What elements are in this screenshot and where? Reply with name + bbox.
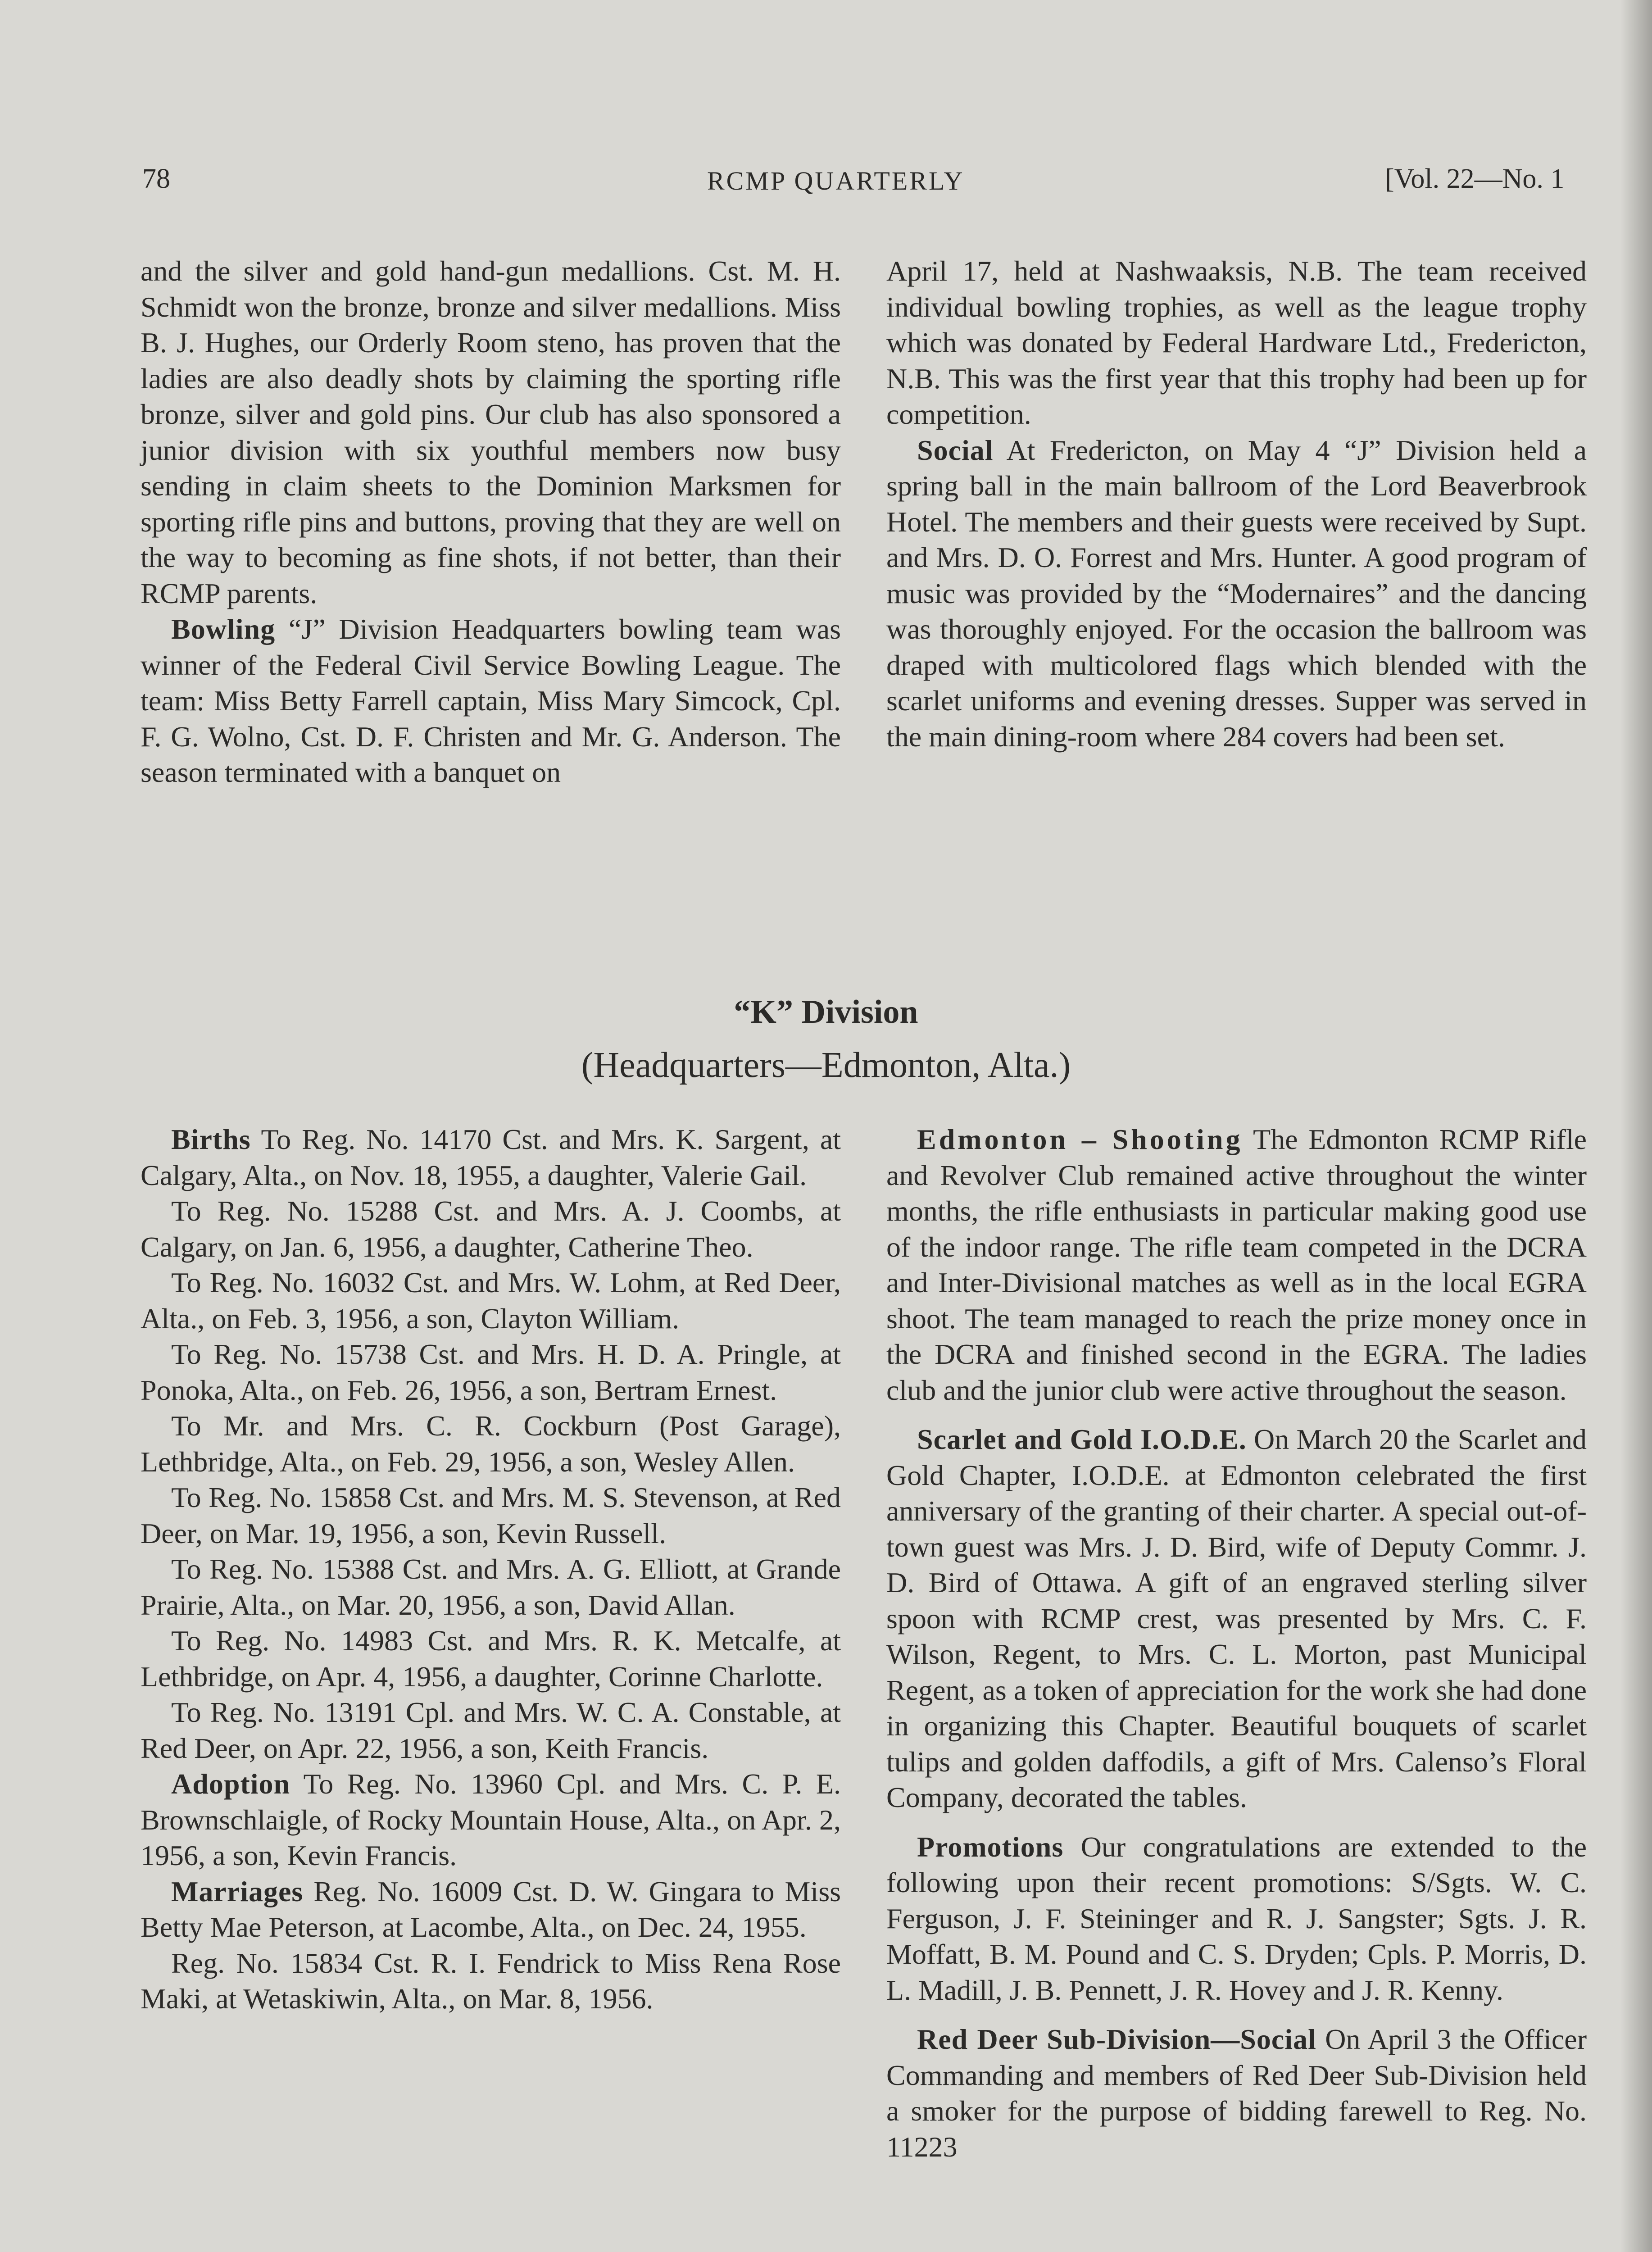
column-bottom-left xyxy=(141,1121,841,2017)
paragraph-text: To Reg. No. 14170 Cst. and Mrs. K. Sargent, at Calgary, Alta., on Nov. 18, 1955, a daughter, Valerie Gail. xyxy=(141,1123,841,1191)
section-heading: Marriages xyxy=(171,1875,304,1907)
volume-label: [Vol. 22—No. 1 xyxy=(1385,163,1565,194)
paragraph xyxy=(141,1121,841,1193)
paragraph-text: On March 20 the Scarlet and Gold Chapter, I.O.D.E. at Edmonton celebrated the first anniversary of the granting of their charter. A special out-of-town guest was Mrs. J. D. Bird, wife of Deputy Commr. J. D. Bird of Ottawa. A gift of an engraved sterling silver spoon with RCMP crest, was presented by Mrs. C. F. Wilson, Regent, to Mrs. C. L. Morton, past Municipal Regent, as a token of appreciation for the work she had done in organizing this Chapter. Beautiful bouquets of scarlet tulips and golden daffodils, a gift of Mrs. Calenso’s Floral Company, decorated the tables. xyxy=(886,1423,1587,1813)
section-heading: Edmonton – Shooting xyxy=(917,1123,1243,1155)
paragraph xyxy=(886,1421,1587,1816)
paragraph-text: Reg. No. 16009 Cst. D. W. Gingara to Miss Betty Mae Peterson, at Lacombe, Alta., on Dec. 24, 1955. xyxy=(141,1875,841,1943)
division-subtitle: (Headquarters—Edmonton, Alta.) xyxy=(581,1045,1071,1085)
column-bottom-right xyxy=(886,1121,1587,2165)
paragraph: To Reg. No. 14983 Cst. and Mrs. R. K. Metcalfe, at Lethbridge, on Apr. 4, 1956, a daughter, Corinne Charlotte. xyxy=(141,1625,841,1693)
paragraph: To Reg. No. 16032 Cst. and Mrs. W. Lohm, at Red Deer, Alta., on Feb. 3, 1956, a son, Clayton William. xyxy=(141,1267,841,1335)
paragraph xyxy=(886,1121,1587,1408)
paragraph-text: Our congratulations are extended to the following upon their recent promotions: S/Sgts. W. C. Ferguson, J. F. Steininger and R. J. Sangster; Sgts. J. R. Moffatt, B. M. Pound and C. S. Dryden; Cpls. P. Morris, D. L. Madill, J. B. Pennett, J. R. Hovey and J. R. Kenny. xyxy=(886,1830,1587,2006)
paragraph xyxy=(141,1874,841,1945)
paragraph: Reg. No. 15834 Cst. R. I. Fendrick to Miss Rena Rose Maki, at Wetaskiwin, Alta., on Mar. 8, 1956. xyxy=(141,1947,841,2015)
paragraph-text: At Fredericton, on May 4 “J” Division held a spring ball in the main ballroom of the Lord Beaverbrook Hotel. The members and their guests were received by Supt. and Mrs. D. O. Forrest and Mrs. Hunter. A good program of music was provided by the “Modernaires” and the dancing was thoroughly enjoyed. For the occasion the ballroom was draped with multicolored flags which blended with the scarlet uniforms and evening dresses. Supper was served in the main dining-room where 284 covers had been set. xyxy=(886,434,1587,753)
paragraph xyxy=(886,1829,1587,2008)
running-title: RCMP QUARTERLY xyxy=(707,166,965,195)
page-number: 78 xyxy=(142,163,170,194)
paragraph-text: The Edmonton RCMP Rifle and Revolver Club remained active throughout the winter months, the rifle enthusiasts in particular making good use of the indoor range. The rifle team competed in the DCRA and Inter-Divisional matches as well as in the local EGRA shoot. The team managed to reach the prize money once in the DCRA and finished second in the EGRA. The ladies club and the junior club were active throughout the season. xyxy=(886,1123,1587,1406)
section-heading: Red Deer Sub-Division—Social xyxy=(917,2023,1316,2055)
division-title: “K” Division xyxy=(734,994,918,1031)
paragraph xyxy=(886,2021,1587,2165)
column-top-left xyxy=(141,253,841,790)
paragraph-text: On April 3 the Officer Commanding and members of Red Deer Sub-Division held a smoker for the purpose of bidding farewell to Reg. No. 11223 xyxy=(886,2023,1587,2163)
paragraph: To Reg. No. 15738 Cst. and Mrs. H. D. A. Pringle, at Ponoka, Alta., on Feb. 26, 1956, a son, Bertram Ernest. xyxy=(141,1338,841,1406)
paragraph-text: To Reg. No. 13960 Cpl. and Mrs. C. P. E. Brownschlaigle, of Rocky Mountain House, Alta., on Apr. 2, 1956, a son, Kevin Francis. xyxy=(141,1768,841,1871)
page-header xyxy=(0,163,1652,199)
paragraph: To Reg. No. 15288 Cst. and Mrs. A. J. Coombs, at Calgary, on Jan. 6, 1956, a daughter, Catherine Theo. xyxy=(141,1195,841,1263)
paragraph: To Reg. No. 15388 Cst. and Mrs. A. G. Elliott, at Grande Prairie, Alta., on Mar. 20, 1956, a son, David Allan. xyxy=(141,1553,841,1621)
section-heading: Bowling xyxy=(171,613,276,645)
section-heading: Social xyxy=(917,434,994,466)
section-heading: Adoption xyxy=(171,1768,290,1800)
paragraph-text: “J” Division Headquarters bowling team was winner of the Federal Civil Service Bowling League. The team: Miss Betty Farrell captain, Miss Mary Simcock, Cpl. F. G. Wolno, Cst. D. F. Christen and Mr. G. Anderson. The season terminated with a banquet on xyxy=(141,613,841,788)
paragraph xyxy=(886,432,1587,755)
paragraph xyxy=(141,611,841,790)
section-heading: Promotions xyxy=(917,1830,1064,1863)
section-heading: Scarlet and Gold I.O.D.E. xyxy=(917,1423,1247,1455)
paragraph: To Reg. No. 15858 Cst. and Mrs. M. S. Stevenson, at Red Deer, on Mar. 19, 1956, a son, Kevin Russell. xyxy=(141,1481,841,1549)
column-top-right xyxy=(886,253,1587,754)
paragraph: To Mr. and Mrs. C. R. Cockburn (Post Garage), Lethbridge, Alta., on Feb. 29, 1956, a son, Wesley Allen. xyxy=(141,1410,841,1478)
paragraph: To Reg. No. 13191 Cpl. and Mrs. W. C. A. Constable, at Red Deer, on Apr. 22, 1956, a son, Keith Francis. xyxy=(141,1696,841,1764)
paragraph: April 17, held at Nashwaaksis, N.B. The team received individual bowling trophies, as well as the league trophy which was donated by Federal Hardware Ltd., Fredericton, N.B. This was the first year that this trophy had been up for competition. xyxy=(886,255,1587,430)
section-heading: Births xyxy=(171,1123,251,1155)
page-edge-shadow xyxy=(1620,0,1652,2252)
paragraph: and the silver and gold hand-gun medallions. Cst. M. H. Schmidt won the bronze, bronze and silver medallions. Miss B. J. Hughes, our Orderly Room steno, has proven that the ladies are also deadly shots by claiming the sporting rifle bronze, silver and gold pins. Our club has also sponsored a junior division with six youthful members now busy sending in claim sheets to the Dominion Marksmen for sporting rifle pins and buttons, proving that they are well on the way to becoming as fine shots, if not better, than their RCMP parents. xyxy=(141,255,841,609)
paragraph xyxy=(141,1766,841,1874)
